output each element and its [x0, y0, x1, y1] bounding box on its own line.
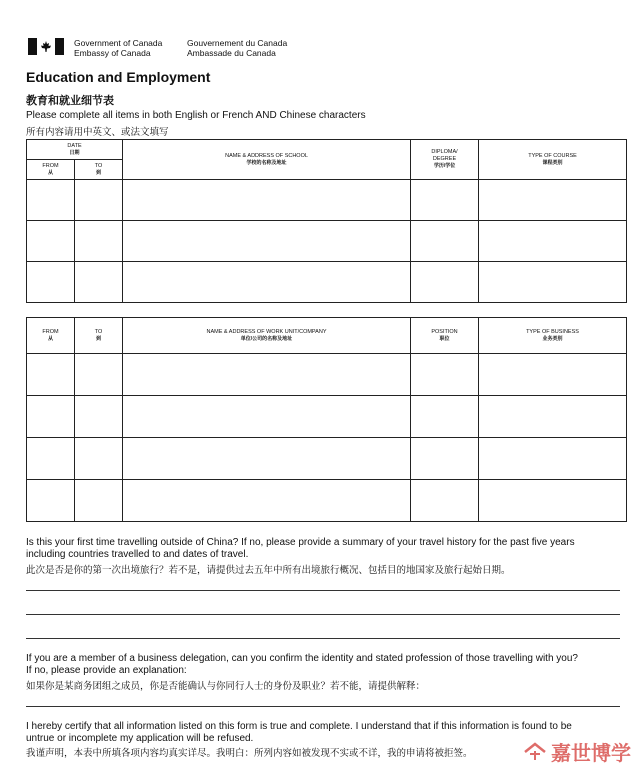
- edu-from-header: FROM 从: [27, 160, 75, 180]
- table-row: [27, 221, 627, 262]
- gov-fr-block: [187, 38, 287, 58]
- business-header: TYPE OF BUSINESS 业务类别: [479, 318, 627, 354]
- page-title: Education and Employment: [26, 69, 211, 85]
- answer-line[interactable]: [26, 590, 620, 591]
- table-row: [27, 354, 627, 396]
- travel-question-en-1: Is this your first time travelling outside of China? If no, please provide a summary of your travel history for the past five years: [26, 537, 575, 548]
- watermark-logo: [523, 737, 631, 766]
- table-row: [27, 180, 627, 221]
- gov-fr: Gouvernement du Canada: [187, 38, 288, 48]
- certification-en-1: I hereby certify that all information listed on this form is true and complete. I understand that if this information is found to be: [26, 721, 572, 732]
- gov-en-block: [74, 38, 162, 58]
- work-from-header: FROM 从: [27, 318, 75, 354]
- instruction-en: Please complete all items in both English or French AND Chinese characters: [26, 110, 366, 121]
- table-row: [27, 396, 627, 438]
- delegation-question-en-1: If you are a member of a business delegation, can you confirm the identity and stated profession of those travelling with you?: [26, 653, 578, 664]
- delegation-question: [26, 653, 621, 693]
- instruction-zh: 所有内容请用中英文、或法文填写: [26, 127, 169, 138]
- school-header: NAME & ADDRESS OF SCHOOL 学校的名称及地址: [123, 140, 411, 180]
- edu-to-header: TO 到: [75, 160, 123, 180]
- work-to-header: TO 到: [75, 318, 123, 354]
- company-header: NAME & ADDRESS OF WORK UNIT/COMPANY 单位/公司的名称及地址: [123, 318, 411, 354]
- table-row: [27, 480, 627, 522]
- delegation-question-en-2: If no, please provide an explanation:: [26, 665, 187, 676]
- answer-line[interactable]: [26, 706, 620, 707]
- diploma-header: DIPLOMA/ DEGREE 学历/学位: [411, 140, 479, 180]
- watermark-text: 嘉世博学: [551, 743, 631, 765]
- watermark-roof-icon: [523, 742, 547, 762]
- work-table: [26, 317, 627, 522]
- date-header: DATE 日期: [27, 140, 123, 160]
- page-title-zh: 教育和就业细节表: [26, 95, 114, 107]
- delegation-question-zh: 如果你是某商务团组之成员，你是否能确认与你同行人士的身份及职业？若不能，请提供解释：: [26, 681, 426, 692]
- gov-en: Government of Canada: [74, 38, 163, 48]
- certification-en-2: untrue or incomplete my application will be refused.: [26, 733, 254, 744]
- travel-question: [26, 537, 621, 577]
- position-header: POSITION 职位: [411, 318, 479, 354]
- answer-line[interactable]: [26, 614, 620, 615]
- table-row: [27, 262, 627, 303]
- certification-zh: 我谨声明，本表中所填各项内容均真实详尽。我明白：所列内容如被发现不实或不详，我的申请将被拒签。: [26, 748, 473, 759]
- travel-question-zh: 此次是否是你的第一次出境旅行？若不是，请提供过去五年中所有出境旅行概况、包括目的地国家及旅行起始日期。: [26, 565, 511, 576]
- embassy-fr: Ambassade du Canada: [187, 48, 276, 58]
- education-table: [26, 139, 627, 303]
- travel-question-en-2: including countries travelled to and dates of travel.: [26, 549, 249, 560]
- embassy-en: Embassy of Canada: [74, 48, 151, 58]
- answer-line[interactable]: [26, 638, 620, 639]
- table-row: [27, 438, 627, 480]
- course-header: TYPE OF COURSE 课程类别: [479, 140, 627, 180]
- canada-flag-icon: [28, 38, 64, 55]
